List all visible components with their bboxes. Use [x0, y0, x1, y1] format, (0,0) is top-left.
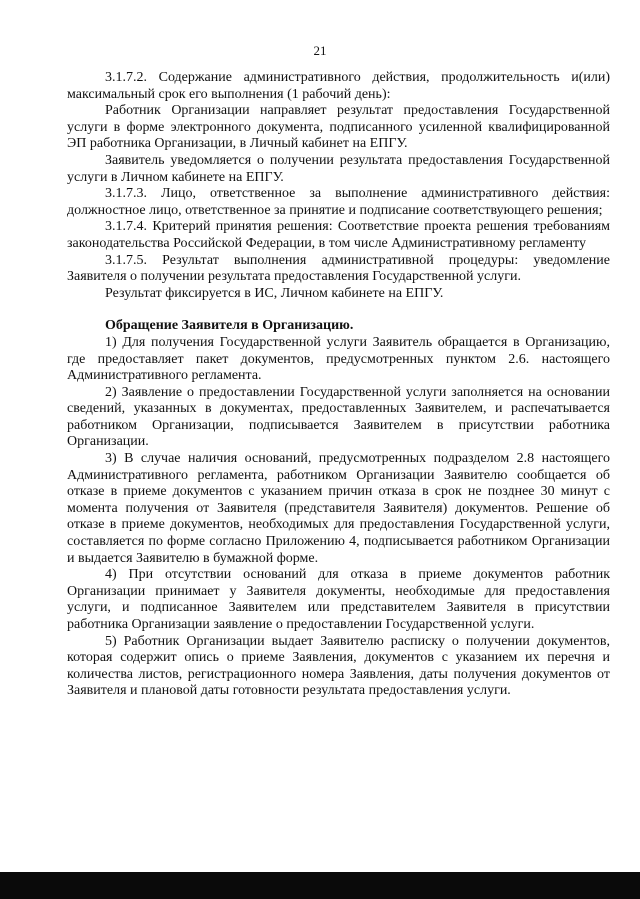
paragraph-applicant-notified: Заявитель уведомляется о получении результата предоставления Государственной услуги в Личном кабинете на ЕПГУ. [67, 152, 610, 185]
scan-bottom-edge [0, 872, 640, 899]
paragraph-3-1-7-2: 3.1.7.2. Содержание административного действия, продолжительность и(или) максимальный срок его выполнения (1 рабочий день): [67, 70, 610, 102]
list-item-5: 5) Работник Организации выдает Заявителю расписку о получении документов, которая содержит опись о приеме Заявления, документов с указанием их перечня и количества листов, регистрационного номера Заявления, даты получения документов от Заявителя и плановой даты готовности результата предоставления услуги. [67, 633, 610, 699]
list-item-1: 1) Для получения Государственной услуги Заявитель обращается в Организацию, где предоставляет пакет документов, предусмотренных пунктом 2.6. настоящего Административного регламента. [67, 334, 610, 384]
document-body [67, 70, 610, 700]
paragraph-result-sending: Работник Организации направляет результат предоставления Государственной услуги в форме электронного документа, подписанного усиленной квалифицированной ЭП работника Организации, в Личный кабинет на ЕПГУ. [67, 103, 610, 152]
list-item-4: 4) При отсутствии оснований для отказа в приеме документов работник Организации принимает у Заявителя документы, необходимые для предоставления услуги, и подписанное Заявителем или представителем Заявителя в присутствии работника Организации заявление о предоставлении Государственной услуги. [67, 567, 610, 632]
list-item-3: 3) В случае наличия оснований, предусмотренных подразделом 2.8 настоящего Административного регламента, работником Организации Заявителю сообщается об отказе в приеме документов с указанием причин отказа в срок не позднее 30 минут с момента получения от Заявителя (представителя Заявителя) документов. Решение об отказе в приеме документов, необходимых для предоставления Государственной услуги, составляется по форме согласно Приложению 4, подписывается работником Организации и выдается Заявителю в бумажной форме. [67, 451, 610, 566]
paragraph-3-1-7-3: 3.1.7.3. Лицо, ответственное за выполнение административного действия: должностное лицо, ответственное за принятие и подписание соответствующего решения; [67, 186, 610, 218]
page-number: 21 [313, 43, 327, 58]
paragraph-result-recorded: Результат фиксируется в ИС, Личном кабинете на ЕПГУ. [105, 285, 444, 301]
section-heading: Обращение Заявителя в Организацию. [105, 318, 354, 334]
paragraph-3-1-7-4: 3.1.7.4. Критерий принятия решения: Соответствие проекта решения требованиям законодательства Российской Федерации, в том числе Административному регламенту [67, 219, 610, 251]
paragraph-3-1-7-5: 3.1.7.5. Результат выполнения административной процедуры: уведомление Заявителя о получении результата предоставления Государственной услуги. [67, 252, 610, 285]
list-item-2: 2) Заявление о предоставлении Государственной услуги заполняется на основании сведений, указанных в документах, предоставленных Заявителем, и распечатывается работником Организации, подписывается Заявителем в присутствии работника Организации. [67, 384, 610, 450]
